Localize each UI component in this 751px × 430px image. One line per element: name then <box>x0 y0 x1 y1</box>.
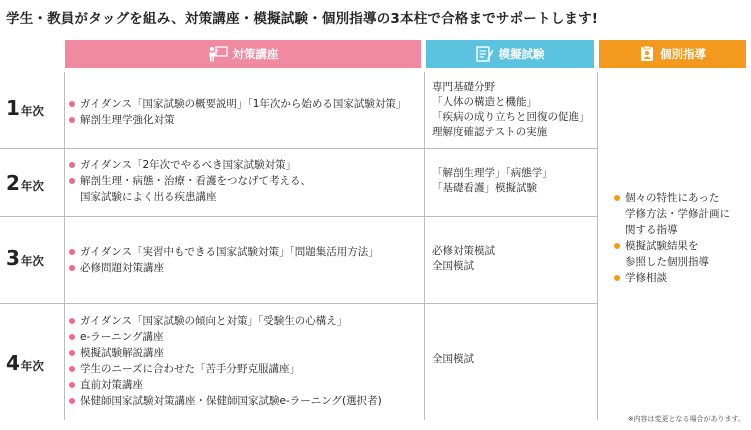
year-suffix: 年次 <box>20 254 44 268</box>
column-header-individual-guidance <box>599 40 746 68</box>
row-divider-3 <box>0 303 597 304</box>
list-item: 解剖生理学強化対策 <box>68 112 406 128</box>
mock-exams-year-1 <box>432 80 590 140</box>
year-number: 4 <box>6 351 20 375</box>
exam-line: 「基礎看護」模擬試験 <box>432 182 537 194</box>
exam-line: 「解剖生理学」「病態学」 <box>432 167 553 179</box>
list-item: ガイダンス「2年次でやるべき国家試験対策」 <box>68 157 311 173</box>
lecture-list-year-3 <box>68 244 379 276</box>
list-item: ガイダンス「国家試験の傾向と対策」「受験生の心構え」 <box>68 313 382 329</box>
exam-line: 専門基礎分野 <box>432 81 495 93</box>
list-item: 直前対策講座 <box>68 377 382 393</box>
disclaimer-note: ※内容は変更となる場合があります。 <box>627 415 745 423</box>
list-item: ガイダンス「実習中もできる国家試験対策」「問題集活用方法」 <box>68 244 379 260</box>
year-label-4 <box>6 351 58 375</box>
exam-line: 全国模試 <box>432 260 474 272</box>
list-item: 模擬試験解説講座 <box>68 345 382 361</box>
list-item: 学生のニーズに合わせた「苦手分野克服講座」 <box>68 361 382 377</box>
divider-right <box>597 72 598 420</box>
year-number: 2 <box>6 171 20 195</box>
page-headline: 学生・教員がタッグを組み、対策講座・模擬試験・個別指導の3本柱で合格までサポートします! <box>6 11 599 27</box>
list-item: 模擬試験結果を 参照した個別指導 <box>613 238 730 270</box>
mock-exams-year-4 <box>432 352 474 367</box>
list-item: 必修問題対策講座 <box>68 260 379 276</box>
mock-exams-year-3 <box>432 244 495 274</box>
exam-line: 全国模試 <box>432 353 474 365</box>
list-item: 保健師国家試験対策講座・保健師国家試験e-ラーニング(選択者) <box>68 393 382 409</box>
year-suffix: 年次 <box>20 359 44 373</box>
column-header-mock-exams <box>426 40 594 68</box>
mock-exam-icon <box>476 46 494 62</box>
exam-line: 「疾病の成り立ちと回復の促進」 <box>432 111 590 123</box>
guidance-icon <box>639 46 655 62</box>
exam-line: 「人体の構造と機能」 <box>432 96 537 108</box>
year-label-3 <box>6 246 58 270</box>
year-label-1 <box>6 96 58 120</box>
exam-line: 必修対策模試 <box>432 245 495 257</box>
list-item: ガイダンス「国家試験の概要説明」「1年次から始める国家試験対策」 <box>68 96 406 112</box>
column-header-mock-exams-label: 模擬試験 <box>498 47 545 61</box>
column-header-lectures-label: 対策講座 <box>232 47 279 61</box>
list-item: e-ラーニング講座 <box>68 329 382 345</box>
year-suffix: 年次 <box>20 104 44 118</box>
lecture-list-year-4 <box>68 313 382 409</box>
column-header-lectures <box>65 40 421 68</box>
divider-middle <box>424 72 425 420</box>
mock-exams-year-2 <box>432 166 553 196</box>
year-label-2 <box>6 171 58 195</box>
year-number: 1 <box>6 96 20 120</box>
list-item: 学修相談 <box>613 270 730 286</box>
lecture-list-year-2 <box>68 157 311 205</box>
lecture-icon <box>208 46 228 62</box>
exam-line: 理解度確認テストの実施 <box>432 126 548 138</box>
guidance-list <box>613 190 730 286</box>
row-divider-1 <box>0 148 597 149</box>
lecture-list-year-1 <box>68 96 406 128</box>
year-number: 3 <box>6 246 20 270</box>
list-item: 解剖生理・病態・治療・看護をつなげて考える、 国家試験によく出る疾患講座 <box>68 173 311 205</box>
list-item: 個々の特性にあった 学修方法・学修計画に 関する指導 <box>613 190 730 238</box>
row-divider-2 <box>0 216 597 217</box>
year-suffix: 年次 <box>20 179 44 193</box>
column-header-individual-guidance-label: 個別指導 <box>660 47 706 61</box>
divider-left <box>64 72 65 420</box>
